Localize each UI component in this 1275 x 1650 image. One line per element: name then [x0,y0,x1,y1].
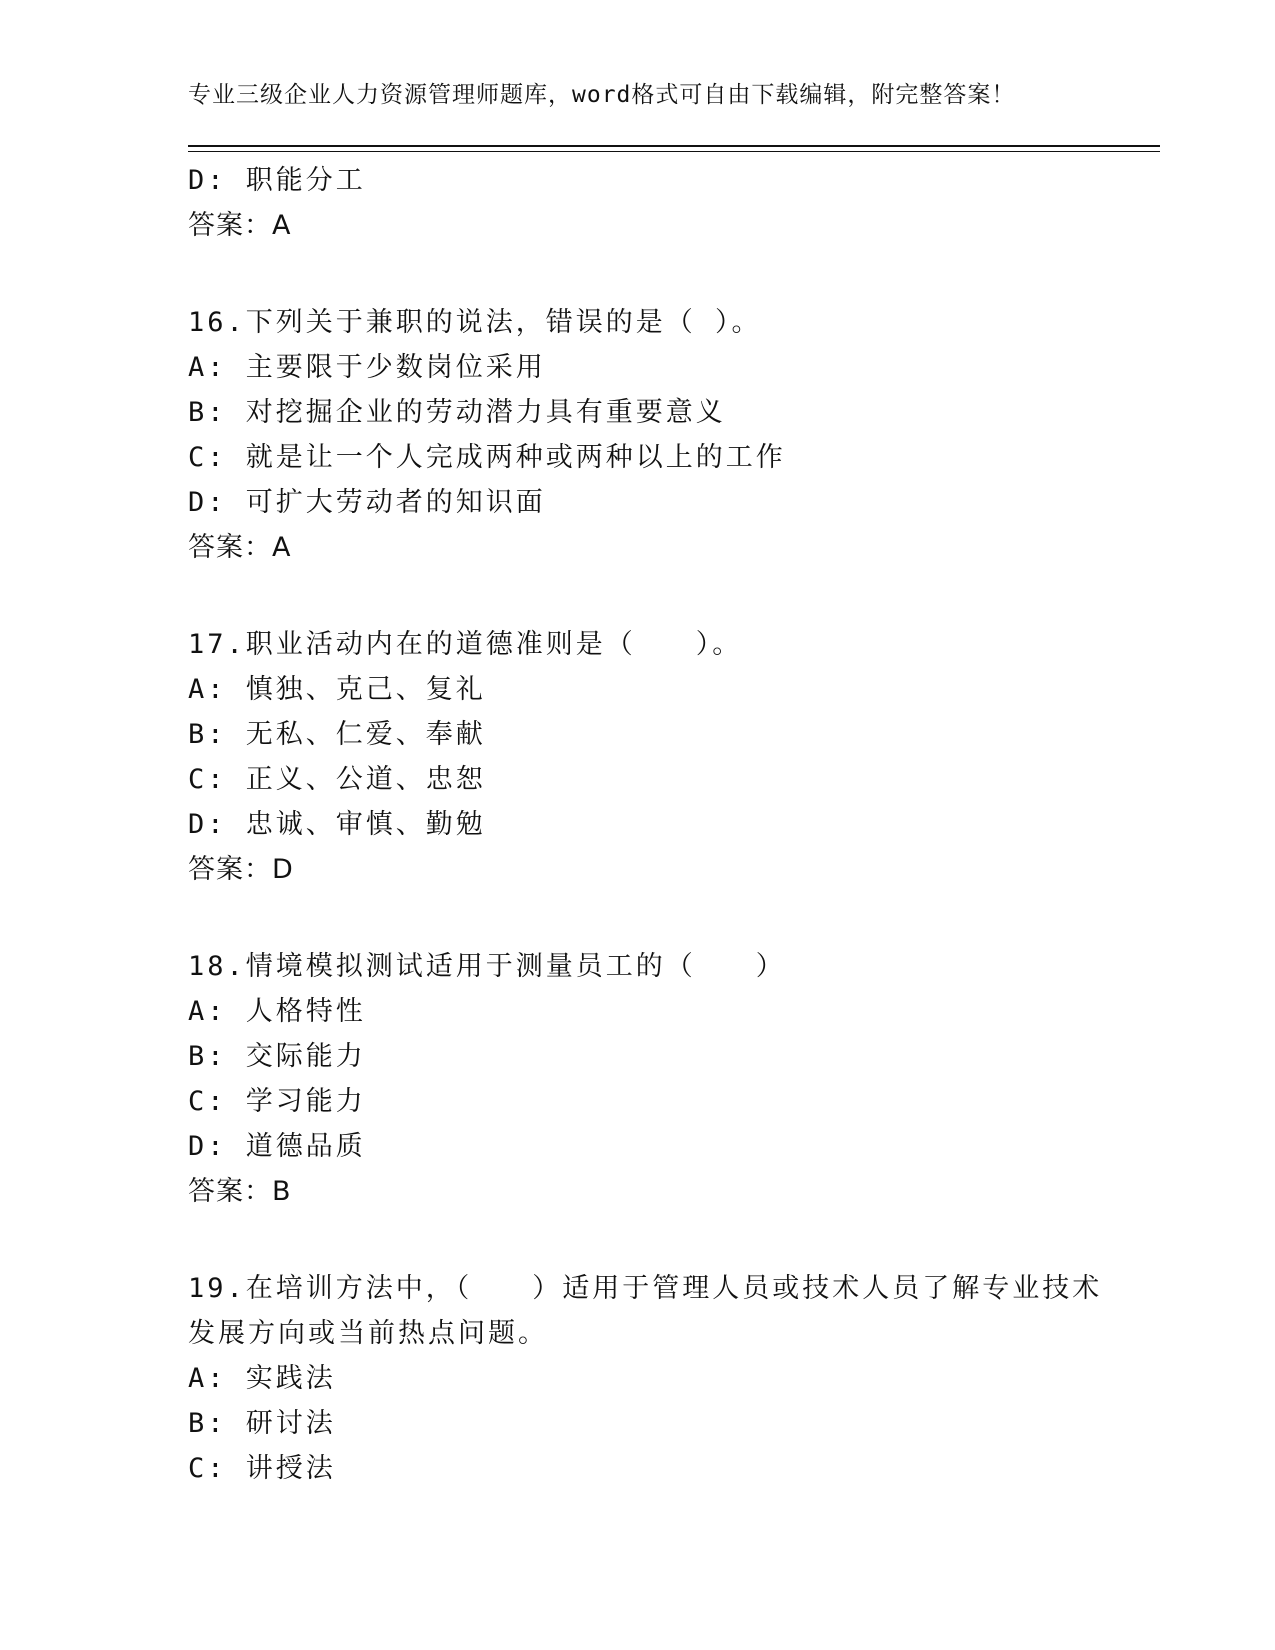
header-rule-thin [188,151,1160,152]
option-a: A: 主要限于少数岗位采用 [188,352,546,383]
option-c: C: 正义、公道、忠恕 [188,764,486,795]
option-b: B: 无私、仁爱、奉献 [188,719,486,750]
option-b: B: 交际能力 [188,1041,366,1072]
question-stem: 17.职业活动内在的道德准则是（ ）。 [188,629,743,660]
question-stem-line-2: 发展方向或当前热点问题。 [188,1318,548,1349]
question-stem: 18.情境模拟测试适用于测量员工的（ ） [188,951,786,982]
option-a: A: 实践法 [188,1363,336,1394]
option-d: D: 职能分工 [188,165,366,196]
option-c: C: 就是让一个人完成两种或两种以上的工作 [188,442,786,473]
option-d: D: 道德品质 [188,1131,366,1162]
answer: 答案：B [188,1176,292,1207]
option-b: B: 研讨法 [188,1408,336,1439]
answer: 答案：D [188,854,294,885]
question-15-tail [188,158,1088,248]
question-stem: 16.下列关于兼职的说法，错误的是（ ）。 [188,307,762,338]
header-rule-thick [188,145,1160,147]
option-c: C: 讲授法 [188,1453,336,1484]
question-list [188,158,1103,1491]
answer: 答案：A [188,210,292,241]
option-b: B: 对挖掘企业的劳动潜力具有重要意义 [188,397,726,428]
question-16 [188,300,1088,570]
answer: 答案：A [188,532,292,563]
page-header: 专业三级企业人力资源管理师题库，word格式可自由下载编辑，附完整答案！ [188,82,1016,108]
question-19 [188,1266,1103,1491]
option-d: D: 可扩大劳动者的知识面 [188,487,546,518]
option-a: A: 慎独、克己、复礼 [188,674,486,705]
option-c: C: 学习能力 [188,1086,366,1117]
question-stem-line-1: 19.在培训方法中，（ ）适用于管理人员或技术人员了解专业技术 [188,1273,1103,1304]
option-a: A: 人格特性 [188,996,366,1027]
option-d: D: 忠诚、审慎、勤勉 [188,809,486,840]
question-18 [188,944,1088,1214]
question-17 [188,622,1088,892]
